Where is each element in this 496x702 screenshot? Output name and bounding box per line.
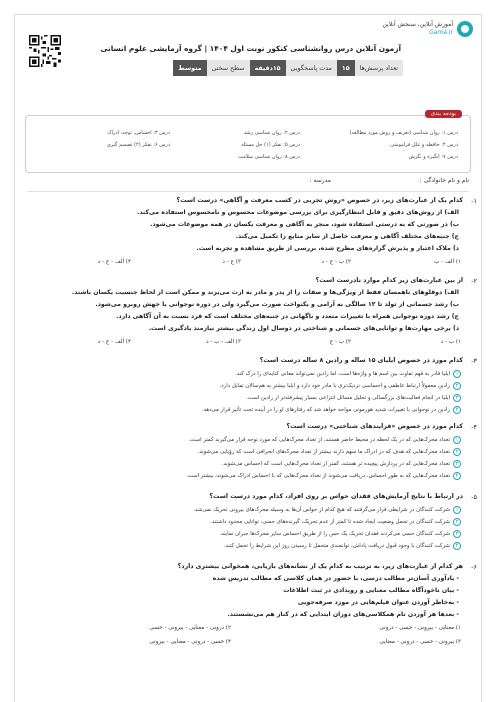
qr-code-icon	[29, 35, 61, 67]
page-title: آزمون آنلاین درس روانشناسی کنکور نوبت اول ۱۴۰۴ | گروه آزمایشی علوم انسانی	[100, 44, 401, 53]
page-header	[15, 15, 481, 75]
option[interactable]: ۱) معنایی - بیرونی - حسی - درونی	[379, 625, 461, 631]
option-text: تعداد محرک‌هایی که هدف که در ادراک ما سهم دارند بیشتر از تعداد محرک‌های انحرافی است که رؤیایی می‌شوند.	[197, 449, 450, 455]
option-text: تعداد محرک‌هایی که در پردازش پیچیده تر هستند، کمتر از تعداد محرک‌هایی است که احساس می‌شوند.	[221, 461, 450, 467]
statement: الف) از روش‌های دقیق و قابل انتظارگیری برای بررسی موضوعات محسوس و نامحسوس استفاده می‌کند.	[137, 209, 459, 216]
statement: ب) رشد جسمانی از تولد تا ۱۲ سالگی به آرامی و یکنواخت صورت می‌گیرد ولی در دوره نوجوانی با جهش روبرو می‌شود.	[95, 301, 459, 308]
topic-item: درس ۵: تفکر (۱) حل مسئله	[241, 142, 300, 148]
section-tag: بودجه بندی	[425, 110, 462, 118]
option-text: تعداد محرک‌هایی که به طور احساس، دریافت می‌شوند از تعداد محرک‌هایی که با احساس ادراک می‌شوند، بیشتر است.	[186, 473, 450, 479]
option-text: ایلیا در انجام فعالیت‌های بزرگسالی و تحلیل مسائل انتزاعی بسیار پیشرفته‌تر از رادین است.	[246, 395, 450, 401]
name-field: نام و نام خانوادگی :	[419, 177, 469, 184]
option-row	[31, 639, 461, 649]
statement: د) ملاک اعتبار و پذیرش گزاره‌های مطرح شده، بررسی از طریق مشاهده و تجربه است.	[196, 245, 459, 252]
topic-item: درس ۳: احساس، توجه، ادراک	[107, 130, 170, 136]
option-number: ۳	[453, 394, 461, 402]
topic-item: درس ۴: حافظه و علل فراموشی	[390, 142, 458, 148]
option-number: ۱	[453, 506, 461, 514]
difficulty-label: سطح سختی	[207, 60, 250, 76]
option-text: رادین در نوجوانی با تغییرات شدید هورمونی مواجه خواهد شد که رفتارهای او را در آینده تحت تأثیر قرار می‌دهد.	[201, 407, 450, 413]
option[interactable]: ۱) ب - د	[440, 339, 461, 345]
option[interactable]	[193, 506, 461, 514]
statement: ج) جنبه‌های مختلف آگاهی و معرفت حاصل از سایر منابع را تکمیل می‌کند.	[235, 233, 459, 240]
option[interactable]: ۱) الف - ب	[434, 259, 461, 265]
document-page	[14, 14, 482, 702]
site-name: Gama.ir	[429, 29, 453, 36]
budget-section	[25, 111, 471, 173]
option-number: ۳	[453, 530, 461, 538]
statement: - بیان ناخودآگاه مطالب معنایی و رویدادی در ثبت اطلاعات	[283, 587, 459, 594]
option-row	[31, 259, 461, 269]
option-number: ۴	[453, 406, 461, 414]
option-number: ۲	[453, 448, 461, 456]
statement: - بعدها هر آوردن نام همکلاسی‌های دوران ابتدایی که در کنار هم می‌نشستند.	[227, 611, 459, 618]
question-number: ۴-	[471, 423, 477, 431]
option[interactable]	[186, 472, 461, 480]
option-number: ۱	[453, 436, 461, 444]
question-number: ۲-	[471, 277, 477, 285]
option-text: رادین معمولاً ارتباط عاطفی و احساسی نزدیک‌تری با مادر خود دارد و ایلیا بیشتر به هم‌سالان تمایل دارد.	[219, 383, 450, 389]
option[interactable]: ۳) ج - د	[222, 259, 241, 265]
topic-item: درس ۷: انگیزه و نگرش	[408, 154, 458, 160]
option[interactable]: ۴) الف - ج - د	[97, 339, 131, 345]
option[interactable]	[220, 530, 461, 538]
statement: ب) در صورتی که به درستی استفاده شود، منجر به آگاهی و معرفت یکسان در همه موضوعات می‌شود.	[150, 221, 459, 228]
duration-value: ۱۵دقیقه	[250, 60, 286, 76]
statement: ج) رشد دوره نوجوانی همراه با تغییرات متعدد و ناگهانی در جنبه‌های مختلف است که فرد نسبت به آن آگاهی دارد.	[116, 313, 459, 320]
question-text: کدام مورد در خصوص ایلیای ۱۵ ساله و رادین ۸ ساله درست است؟	[259, 357, 463, 364]
option-number: ۴	[453, 542, 461, 550]
duration-label: مدت پاسخگویی	[286, 60, 337, 76]
option[interactable]	[220, 382, 461, 390]
option[interactable]: ۲) درونی - معنایی - بیرونی - حسی	[149, 625, 231, 631]
option[interactable]	[246, 394, 461, 402]
option-number: ۲	[453, 518, 461, 526]
topic-item: درس ۶: تفکر (۲) تصمیم گیری	[106, 142, 170, 148]
question-text: هر کدام از عبارت‌های زیر، به ترتیب به کدام یک از نشانه‌های بازیابی، همخوانی بیشتری دارد؟	[177, 563, 463, 570]
option-text: شرکت کنندگان حسی می‌کردند فقدان تحریک یک حس را از طریق احساس سایر محرک‌ها جبران نمایند.	[219, 531, 450, 537]
option[interactable]	[235, 370, 461, 378]
question-text: کدام مورد در خصوص «فرایندهای شناختی» درست است؟	[286, 423, 463, 430]
question-number: ۱-	[471, 197, 477, 205]
option[interactable]: ۴) الف - ج - د	[97, 259, 131, 265]
statement: - به‌خاطر آوردن عنوان فیلم‌هایی در مورد صرفه‌جویی	[297, 599, 459, 606]
option[interactable]	[224, 542, 461, 550]
option-text: شرکت کنندگان در تحمل وضعیت ایجاد شده تا کمتر از عدم تحریک، گیرنده‌های حسی، توانایی محدود داشتند.	[210, 519, 450, 525]
option[interactable]: ۳) بیرونی - حسی - درونی - معنایی	[379, 639, 461, 645]
statement: - یادآوری آسان‌تر مطالب درسی، با حضور در همان کلاسی که مطالب تدریس شده	[212, 575, 459, 582]
option-number: ۱	[453, 370, 461, 378]
question-number: ۶-	[471, 563, 477, 571]
question-number: ۳-	[471, 357, 477, 365]
option[interactable]	[198, 448, 461, 456]
option-text: شرکت کنندگان در شرایطی قرار می‌گرفتند که هیچ کدام از حواس آن‌ها به وسیله محرک‌های بیرونی تحریک نمی‌شد.	[193, 507, 450, 513]
divider	[27, 191, 469, 192]
option[interactable]	[222, 460, 461, 468]
question-text: در ارتباط با نتایج آزمایش‌های فقدان حواس بر روی افراد، کدام مورد درست است؟	[209, 493, 463, 500]
option[interactable]: ۴) حسی - درونی - معنایی - بیرونی	[149, 639, 231, 645]
option[interactable]	[202, 406, 461, 414]
option[interactable]: ۲) ب - ج	[329, 339, 351, 345]
question-number: ۵-	[471, 493, 477, 501]
statement: د) برخی مهارت‌ها و توانایی‌های جسمانی و شناختی در دوسال اول زندگی بیشتر نیازمند یادگیری است.	[148, 325, 459, 332]
school-field: مدرسه :	[309, 177, 331, 184]
option[interactable]: ۲) ب - ج - د	[321, 259, 351, 265]
option-text: ایلیا قادر به فهم تفاوت بین اسم ‌ها و واژه‌ها است، اما رادین نمی‌تواند معانی کنایه‌ای را درک کند.	[235, 371, 450, 377]
option-number: ۲	[453, 382, 461, 390]
question-text: کدام یک از عبارت‌های زیر، در خصوص «روش تجربی در کسب معرفت و آگاهی» درست است؟	[176, 197, 463, 204]
question-count-value: ۱۵	[337, 60, 355, 76]
option-number: ۳	[453, 460, 461, 468]
option-row	[31, 625, 461, 635]
gama-logo-icon	[457, 21, 473, 37]
topic-item: درس ۸: روان شناسی سلامت	[238, 154, 300, 160]
option-number: ۴	[453, 472, 461, 480]
option[interactable]: ۳) الف - ب - د	[206, 339, 241, 345]
topic-item: درس ۲: روان شناسی رشد	[243, 130, 300, 136]
option[interactable]	[189, 436, 461, 444]
difficulty-value: متوسط	[173, 60, 206, 76]
option-text: تعداد محرک‌هایی که در یک لحظه در محیط حاضر هستند، از تعداد محرک‌هایی که مورد توجه قرار می‌گیرند کمتر است.	[188, 437, 450, 443]
exam-stats	[173, 60, 403, 76]
statement: الف) دوقلوهای ناهمسان فقط از ویژگی‌ها و صفات را از پدر و مادر به ارث می‌برند و ممکن است از لحاظ جنسیت یکسان باشند.	[71, 289, 459, 296]
brand-line: آموزش آنلاین، سنجش آنلاین	[382, 21, 453, 28]
question-count-label: تعداد پرسش‌ها	[355, 60, 403, 76]
logo-text	[382, 21, 453, 37]
question-text: از بین عبارت‌های زیر کدام موارد نادرست است؟	[315, 277, 463, 284]
option-text: شرکت کنندگان با وجود قبول دریافت پاداش، توانمندی متحمل تا رسیدن روز این شرایط را تحمل کنند.	[223, 543, 450, 549]
option-row	[31, 339, 461, 349]
topic-item: درس ۱: روان شناسی (تعریف و روش مورد مطالعه)	[349, 130, 458, 136]
gama-logo	[382, 21, 473, 37]
option[interactable]	[210, 518, 461, 526]
